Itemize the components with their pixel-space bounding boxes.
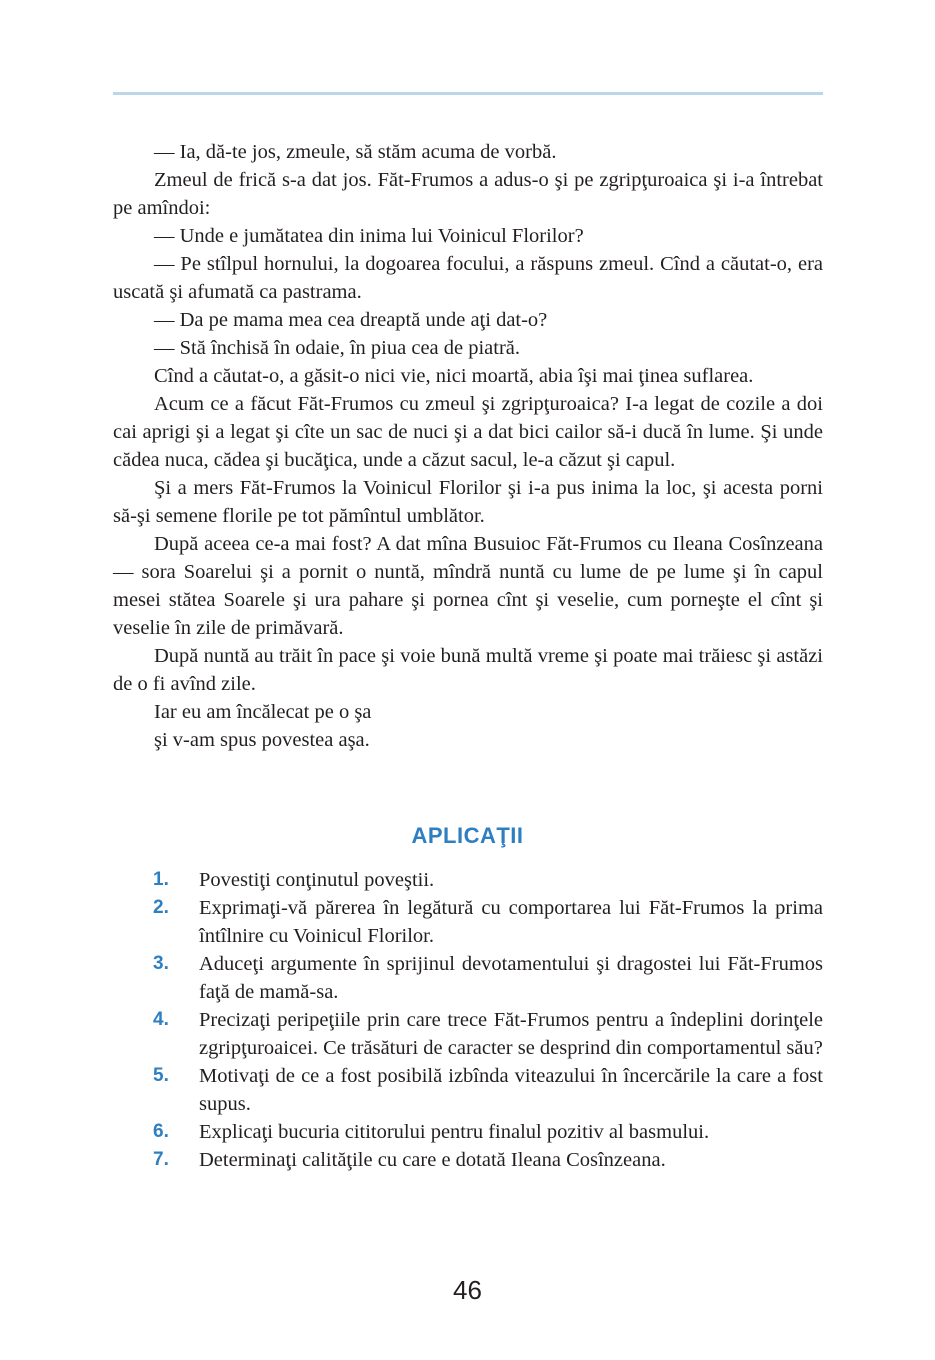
- header-rule: [113, 92, 823, 95]
- story-paragraph: Şi a mers Făt-Frumos la Voinicul Florilor şi i-a pus inima la loc, şi acesta porni să-şi semene florile pe tot pămîntul umblător.: [113, 477, 823, 527]
- item-text: Povestiţi conţinutul poveştii.: [199, 869, 435, 891]
- application-item: [113, 1062, 823, 1118]
- application-item: [113, 894, 823, 950]
- item-text: Precizaţi peripeţiile prin care trece Făt-Frumos pentru a îndeplini dorinţele zgripţuroaicei. Ce trăsături de caracter se desprind din comportamentul său?: [199, 1009, 823, 1059]
- story-paragraph: Acum ce a făcut Făt-Frumos cu zmeul şi zgripţuroaica? I-a legat de cozile a doi cai aprigi şi a legat şi cîte un sac de nuci şi a dat bici cailor să-i ducă în lume. Şi unde cădea nuca, cădea şi bucăţica, unde a căzut sacul, le-a căzut şi capul.: [113, 393, 823, 471]
- item-number: 5.: [153, 1065, 169, 1086]
- application-item: [113, 1118, 823, 1146]
- story-paragraph: Zmeul de frică s-a dat jos. Făt-Frumos a adus-o şi pe zgripţuroaica şi i-a întrebat pe amîndoi:: [113, 169, 823, 219]
- page-number: 46: [453, 1275, 482, 1305]
- story-paragraph: — Da pe mama mea cea dreaptă unde aţi dat-o?: [154, 309, 548, 331]
- story-paragraph: — Pe stîlpul hornului, la dogoarea focului, a răspuns zmeul. Cînd a căutat-o, era uscată şi afumată ca pastrama.: [113, 253, 823, 303]
- item-text: Aduceţi argumente în sprijinul devotamentului şi dragostei lui Făt-Frumos faţă de mamă-sa.: [199, 953, 823, 1003]
- applications-heading: APLICAŢII: [411, 823, 524, 848]
- closing-verse-line: Iar eu am încălecat pe o şa: [154, 701, 372, 723]
- item-text: Motivaţi de ce a fost posibilă izbînda viteazului în încercările la care a fost supus.: [199, 1065, 823, 1115]
- application-item: [113, 950, 823, 1006]
- application-item: [113, 866, 823, 894]
- story-paragraph: — Unde e jumătatea din inima lui Voinicul Florilor?: [154, 225, 584, 247]
- application-item: [113, 1146, 823, 1174]
- item-number: 1.: [153, 869, 169, 890]
- story-paragraph: — Ia, dă-te jos, zmeule, să stăm acuma de vorbă.: [154, 141, 557, 163]
- story-paragraph: Cînd a căutat-o, a găsit-o nici vie, nici moartă, abia îşi mai ţinea suflarea.: [154, 365, 754, 387]
- item-text: Exprimaţi-vă părerea în legătură cu comportarea lui Făt-Frumos la prima întîlnire cu Voinicul Florilor.: [199, 897, 823, 947]
- story-text: [113, 138, 823, 754]
- item-number: 7.: [153, 1149, 169, 1170]
- story-paragraph: După aceea ce-a mai fost? A dat mîna Busuioc Făt-Frumos cu Ileana Cosînzeana — sora Soarelui şi a pornit o nuntă, mîndră nuntă cu lume de pe lume şi în capul mesei stătea Soarele şi ura pahare şi pornea cînt şi veselie, cum porneşte el cînt şi veselie în zile de primăvară.: [113, 533, 823, 639]
- item-text: Explicaţi bucuria cititorului pentru finalul pozitiv al basmului.: [199, 1121, 710, 1143]
- story-paragraph: — Stă închisă în odaie, în piua cea de piatră.: [154, 337, 521, 359]
- closing-verse-line: şi v-am spus povestea aşa.: [154, 729, 370, 751]
- item-number: 6.: [153, 1121, 169, 1142]
- application-item: [113, 1006, 823, 1062]
- applications-list: [113, 866, 823, 1174]
- item-number: 2.: [153, 897, 169, 918]
- item-text: Determinaţi calităţile cu care e dotată Ileana Cosînzeana.: [199, 1149, 666, 1171]
- item-number: 4.: [153, 1009, 169, 1030]
- story-paragraph: După nuntă au trăit în pace şi voie bună multă vreme şi poate mai trăiesc şi astăzi de o fi avînd zile.: [113, 645, 823, 695]
- item-number: 3.: [153, 953, 169, 974]
